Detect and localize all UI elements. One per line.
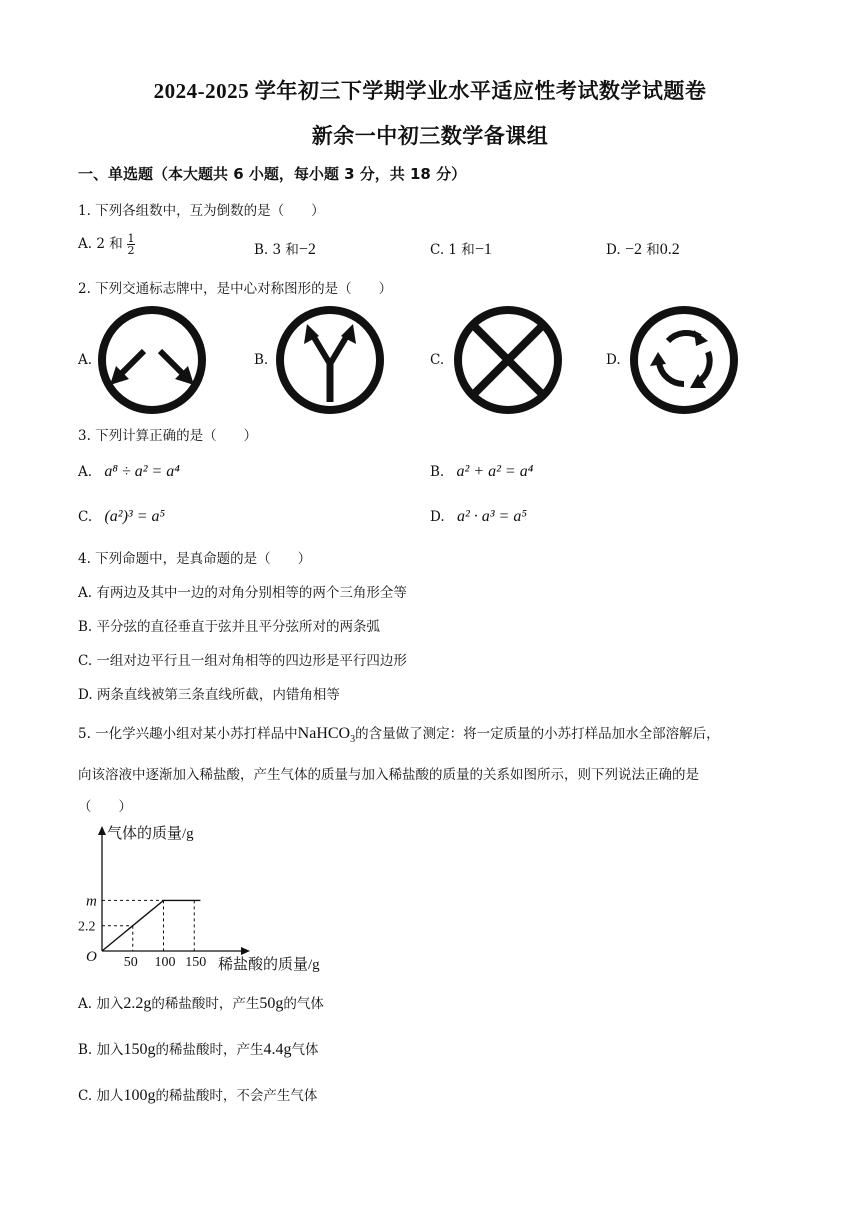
q5-option-c: C. 加人100g的稀盐酸时，不会产生气体 bbox=[78, 1087, 318, 1104]
y-tick-label: 2.2 bbox=[78, 919, 96, 935]
section-heading: 一、单选题（本大题共 6 小题，每小题 3 分，共 18 分） bbox=[78, 165, 467, 183]
q2-option-a-label: A. bbox=[78, 352, 93, 368]
q5-stem-line1: 5. 一化学兴趣小组对某小苏打样品中NaHCO$_3$的含量做了测定：将一定质量的小苏打样品加水全部溶解后， bbox=[78, 725, 720, 746]
origin-label: O bbox=[86, 949, 97, 965]
x-tick-label: 100 bbox=[154, 955, 176, 970]
q3-option-a: A. a⁸ ÷ a² = a⁴ bbox=[78, 463, 180, 480]
q4-option-d: D. 两条直线被第三条直线所截，内错角相等 bbox=[78, 687, 340, 703]
q3-option-b: B. a² + a² = a⁴ bbox=[430, 463, 534, 480]
page-title: 2024-2025 学年初三下学期学业水平适应性考试数学试题卷 bbox=[153, 79, 707, 103]
q2-stem: 2. 下列交通标志牌中，是中心对称图形的是（ ） bbox=[78, 281, 393, 297]
q1-a-label: A. 2 和 bbox=[78, 236, 123, 252]
y-tick-label: m bbox=[86, 893, 97, 910]
x-axis-arrow bbox=[241, 947, 250, 955]
q5-stem-line2: 向该溶液中逐渐加入稀盐酸，产生气体的质量与加入稀盐酸的质量的关系如图所示，则下列说法正确的是 bbox=[78, 767, 699, 783]
cross-sign-icon bbox=[452, 304, 564, 416]
q2-option-c-label: C. bbox=[430, 352, 445, 368]
x-tick-label: 50 bbox=[123, 955, 138, 970]
q1-stem: 1. 下列各组数中，互为倒数的是（ ） bbox=[78, 203, 325, 219]
q4-stem: 4. 下列命题中，是真命题的是（ ） bbox=[78, 551, 312, 567]
q4-option-a: A. 有两边及其中一边的对角分别相等的两个三角形全等 bbox=[78, 585, 407, 601]
q3-option-d: D. a² · a³ = a⁵ bbox=[430, 508, 527, 525]
q3-stem: 3. 下列计算正确的是（ ） bbox=[78, 428, 258, 444]
roundabout-sign-icon bbox=[628, 304, 740, 416]
y-axis-arrow bbox=[98, 826, 106, 835]
q1-option-d: D. −2 和0.2 bbox=[606, 241, 680, 258]
q3-option-c: C. (a²)³ = a⁵ bbox=[78, 508, 166, 525]
gas-mass-chart bbox=[78, 818, 358, 978]
x-tick-label: 150 bbox=[185, 955, 207, 970]
q5-formula: NaHCO$_3$ bbox=[297, 725, 356, 746]
q5-option-b: B. 加入150g的稀盐酸时，产生4.4g气体 bbox=[78, 1041, 319, 1058]
q1-option-b: B. 3 和−2 bbox=[254, 241, 316, 258]
q1-option-c: C. 1 和−1 bbox=[430, 241, 492, 258]
q4-option-c: C. 一组对边平行且一组对角相等的四边形是平行四边形 bbox=[78, 653, 407, 669]
page-subtitle: 新余一中初三数学备课组 bbox=[311, 124, 549, 148]
y-axis-label: 气体的质量/g bbox=[107, 826, 194, 842]
q1-option-a bbox=[78, 232, 135, 256]
q4-option-b: B. 平分弦的直径垂直于弦并且平分弦所对的两条弧 bbox=[78, 619, 381, 635]
x-axis-label: 稀盐酸的质量/g bbox=[218, 957, 320, 973]
q2-option-b-label: B. bbox=[254, 352, 269, 368]
q5-stem-line3: （ ） bbox=[78, 799, 132, 815]
q2-option-d-label: D. bbox=[606, 352, 621, 368]
diverging-arrows-sign-icon bbox=[96, 304, 208, 416]
y-fork-sign-icon bbox=[274, 304, 386, 416]
q5-option-a: A. 加入2.2g的稀盐酸时，产生50g的气体 bbox=[78, 995, 324, 1012]
q1-a-fraction: $\frac{1}{2}$ bbox=[127, 232, 135, 257]
